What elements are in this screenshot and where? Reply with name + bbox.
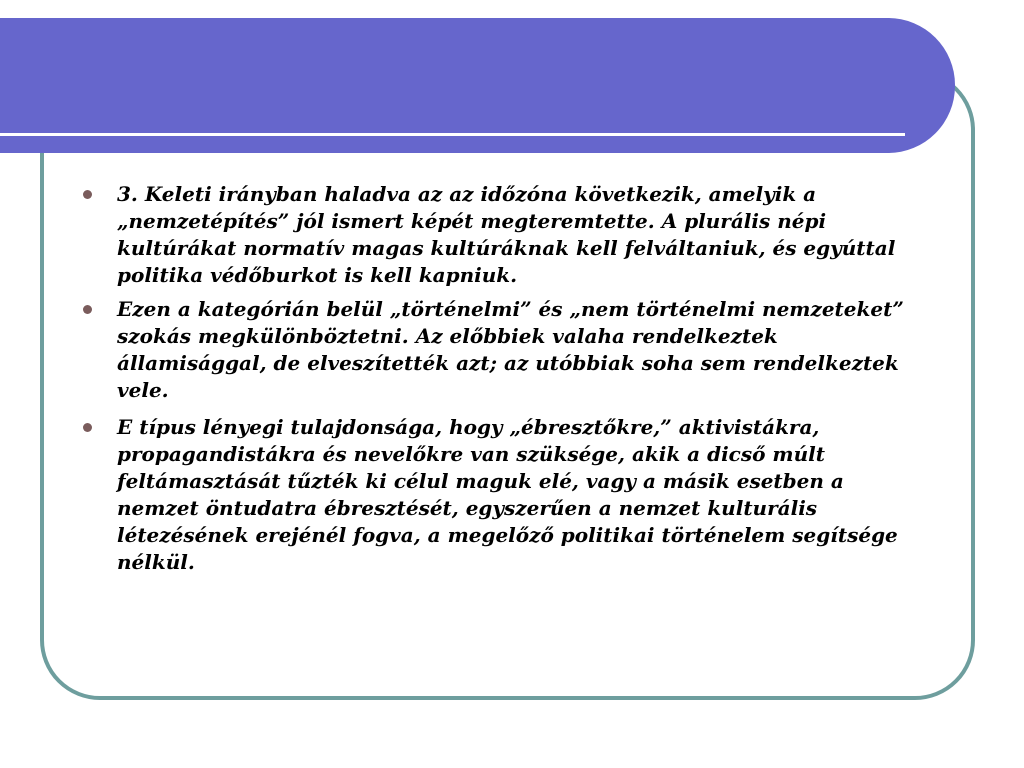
bullet-text-line: propagandistákra és nevelőkre van szüksége, akik a dicső múlt: [117, 442, 825, 466]
bullet-text-line: „nemzetépítés” jól ismert képét megteremtette. A plurális népi: [117, 209, 827, 233]
bullet-text-line: politika védőburkot is kell kapniuk.: [117, 263, 518, 287]
bullet-text-line: nélkül.: [117, 550, 195, 574]
bullet-text-line: kultúrákat normatív magas kultúráknak kell felváltaniuk, és egyúttal: [117, 236, 896, 260]
bullet-item: [117, 181, 895, 289]
bullet-dot-icon: [83, 305, 92, 314]
bullet-text-line: feltámasztását tűzték ki célul maguk elé, vagy a másik esetben a: [117, 469, 844, 493]
bullet-text-line: államisággal, de elveszítették azt; az utóbbiak soha sem rendelkeztek: [117, 351, 899, 375]
bullet-item: [117, 296, 904, 404]
banner-divider-line: [0, 133, 905, 136]
bullet-text-line: vele.: [117, 378, 169, 402]
bullet-text-line: 3. Keleti irányban haladva az az időzóna következik, amelyik a: [117, 182, 817, 206]
bullet-item: [117, 414, 898, 576]
bullet-text-line: létezésének erejénél fogva, a megelőző politikai történelem segítsége: [117, 523, 898, 547]
bullet-dot-icon: [83, 423, 92, 432]
bullet-text-line: Ezen a kategórián belül „történelmi” és „nem történelmi nemzeteket”: [117, 297, 904, 321]
bullet-text-line: szokás megkülönböztetni. Az előbbiek valaha rendelkeztek: [117, 324, 778, 348]
bullet-text-line: nemzet öntudatra ébresztését, egyszerűen a nemzet kulturális: [117, 496, 818, 520]
bullet-text-line: E típus lényegi tulajdonsága, hogy „ébresztőkre,” aktivistákra,: [117, 415, 820, 439]
bullet-dot-icon: [83, 190, 92, 199]
